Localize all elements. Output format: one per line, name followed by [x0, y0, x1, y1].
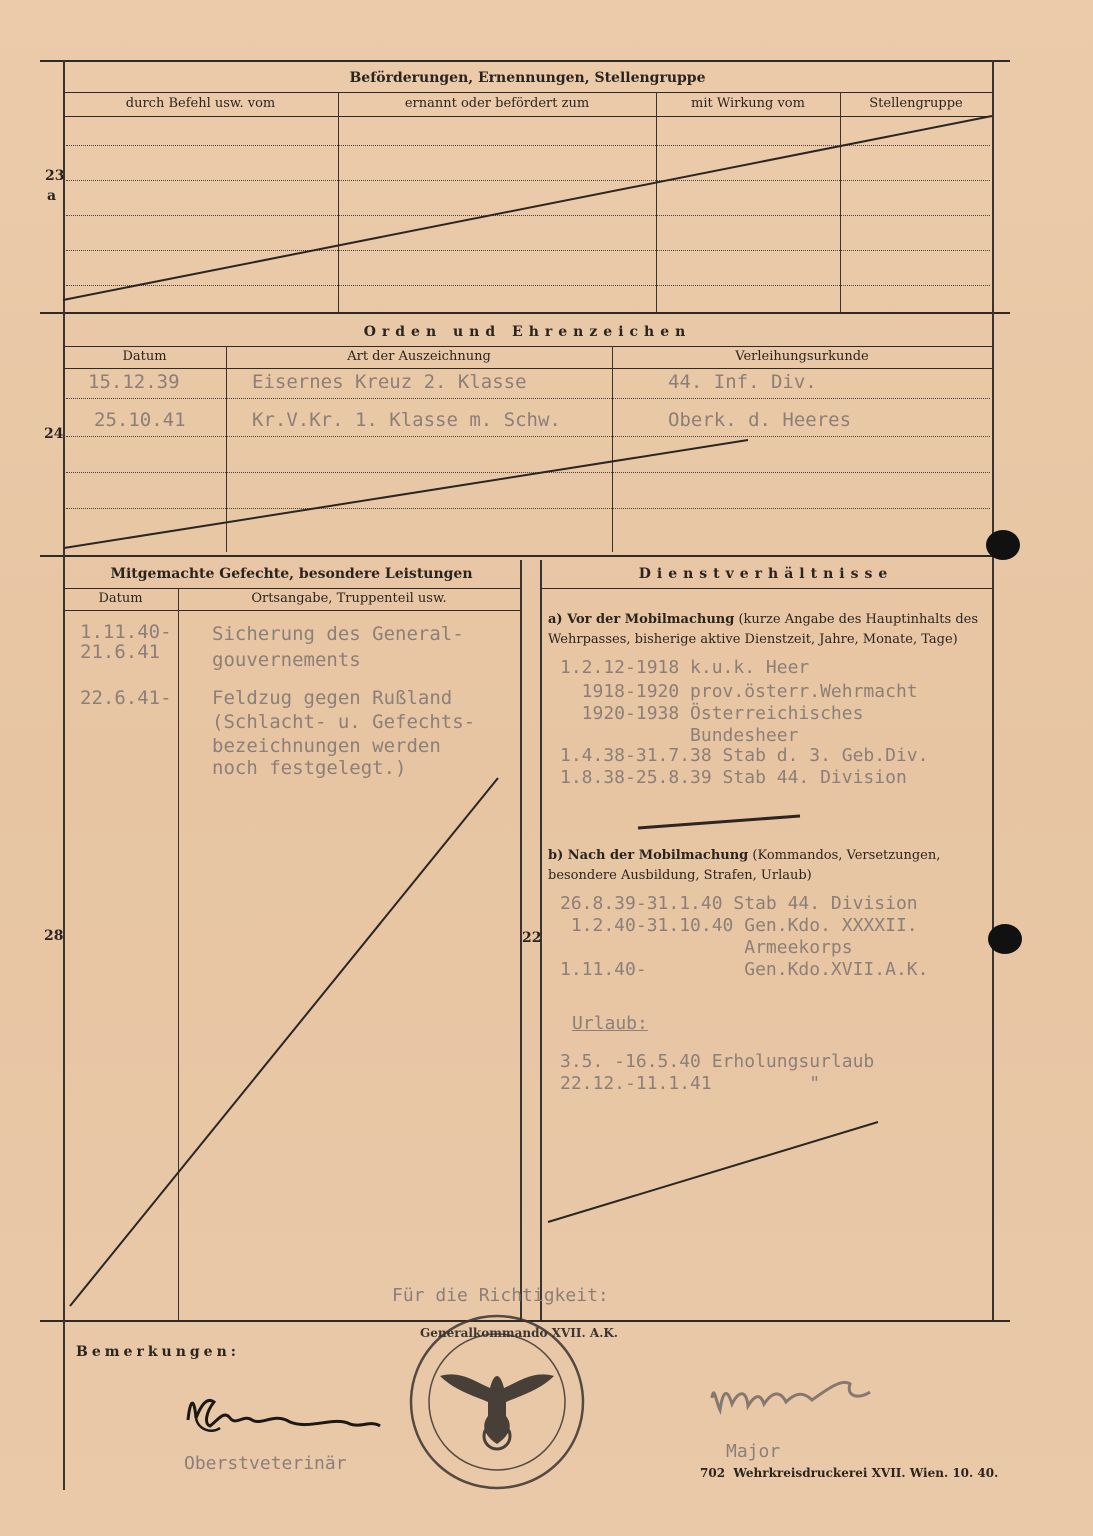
- battle-text-2d: noch festgelegt.): [212, 757, 407, 779]
- service-b-1: 26.8.39-31.1.40 Stab 44. Division: [560, 893, 918, 914]
- award-date-2: 25.10.41: [94, 409, 186, 431]
- section-23-sub: a: [47, 188, 57, 204]
- battle-text-2c: bezeichnungen werden: [212, 735, 441, 757]
- col-datum-24: Datum: [122, 349, 167, 364]
- battle-text-1b: gouvernements: [212, 649, 361, 671]
- award-date-1: 15.12.39: [88, 371, 180, 393]
- signer-left-title: Oberstveterinär: [184, 1453, 347, 1474]
- service-a-3: 1920-1938 Österreichisches: [560, 703, 864, 724]
- urlaub-2: 22.12.-11.1.41 ": [560, 1073, 821, 1094]
- signature-left: [188, 1400, 380, 1430]
- award-issuer-2: Oberk. d. Heeres: [668, 409, 852, 431]
- strike-line-22a: [638, 816, 800, 828]
- service-b-2: 1.2.40-31.10.40 Gen.Kdo. XXXXII.: [560, 915, 918, 936]
- section-23-title: Beförderungen, Ernennungen, Stellengruppe: [349, 70, 706, 86]
- urlaub-label: Urlaub:: [572, 1013, 648, 1034]
- battle-date-1b: 21.6.41: [80, 641, 161, 663]
- col-befehl: durch Befehl usw. vom: [125, 96, 276, 111]
- award-name-2: Kr.V.Kr. 1. Klasse m. Schw.: [252, 409, 561, 431]
- remarks-label: Bemerkungen:: [76, 1344, 240, 1360]
- strike-line-23: [63, 116, 992, 300]
- battle-date-1a: 1.11.40-: [80, 621, 172, 643]
- col-datum-28: Datum: [98, 591, 143, 606]
- battle-text-2a: Feldzug gegen Rußland: [212, 687, 453, 709]
- strike-line-28: [70, 778, 498, 1306]
- section-22-number: 22: [522, 930, 542, 946]
- service-a-2: 1918-1920 prov.österr.Wehrmacht: [560, 681, 918, 702]
- battle-date-2: 22.6.41-: [80, 687, 172, 709]
- service-a-1: 1.2.12-1918 k.u.k. Heer: [560, 657, 810, 678]
- section-22b-label: b) Nach der Mobilmachung: [548, 848, 749, 863]
- section-22a-desc: (kurze Angabe des Hauptinhalts des Wehrpasses, bisherige aktive Dienstzeit, Jahre, Monate, Tage): [548, 612, 979, 647]
- award-issuer-1: 44. Inf. Div.: [668, 371, 817, 393]
- service-b-4: 1.11.40- Gen.Kdo.XVII.A.K.: [560, 959, 929, 980]
- service-a-6: 1.8.38-25.8.39 Stab 44. Division: [560, 767, 907, 788]
- section-24-title: Orden und Ehrenzeichen: [363, 324, 692, 340]
- battle-text-1a: Sicherung des General-: [212, 623, 464, 645]
- col-stellengruppe: Stellengruppe: [869, 96, 963, 111]
- section-28-number: 28: [44, 928, 64, 944]
- award-name-1: Eisernes Kreuz 2. Klasse: [252, 371, 527, 393]
- strike-line-24: [64, 440, 748, 548]
- col-art: Art der Auszeichnung: [347, 349, 491, 364]
- col-ernannt: ernannt oder befördert zum: [404, 96, 590, 111]
- stamp: [411, 1316, 618, 1488]
- service-a-5: 1.4.38-31.7.38 Stab d. 3. Geb.Div.: [560, 745, 929, 766]
- col-wirkung: mit Wirkung vom: [691, 96, 805, 111]
- signer-right-title: Major: [726, 1441, 781, 1462]
- col-urkunde: Verleihungsurkunde: [735, 349, 869, 364]
- battle-text-2b: (Schlacht- u. Gefechts-: [212, 711, 476, 733]
- stamp-text: Generalkommando XVII. A.K.: [420, 1326, 618, 1340]
- form-number: 702: [700, 1466, 726, 1480]
- section-23-number: 23: [45, 168, 65, 184]
- section-22b-desc: (Kommandos, Versetzungen, besondere Ausbildung, Strafen, Urlaub): [548, 848, 941, 883]
- service-b-3: Armeekorps: [560, 937, 853, 958]
- urlaub-1: 3.5. -16.5.40 Erholungsurlaub: [560, 1051, 875, 1072]
- section-22a-label: a) Vor der Mobilmachung: [548, 612, 735, 627]
- section-28-title: Mitgemachte Gefechte, besondere Leistungen: [110, 566, 473, 582]
- service-a-4: Bundesheer: [560, 725, 799, 746]
- strike-line-22b: [548, 1122, 878, 1222]
- col-ortsangabe: Ortsangabe, Truppenteil usw.: [251, 591, 447, 606]
- section-22-title: Dienstverhältnisse: [638, 566, 894, 582]
- section-24-number: 24: [44, 426, 64, 442]
- signature-right: [712, 1382, 870, 1410]
- printer-imprint: Wehrkreisdruckerei XVII. Wien. 10. 40.: [733, 1466, 999, 1480]
- certification-text: Für die Richtigkeit:: [392, 1285, 609, 1306]
